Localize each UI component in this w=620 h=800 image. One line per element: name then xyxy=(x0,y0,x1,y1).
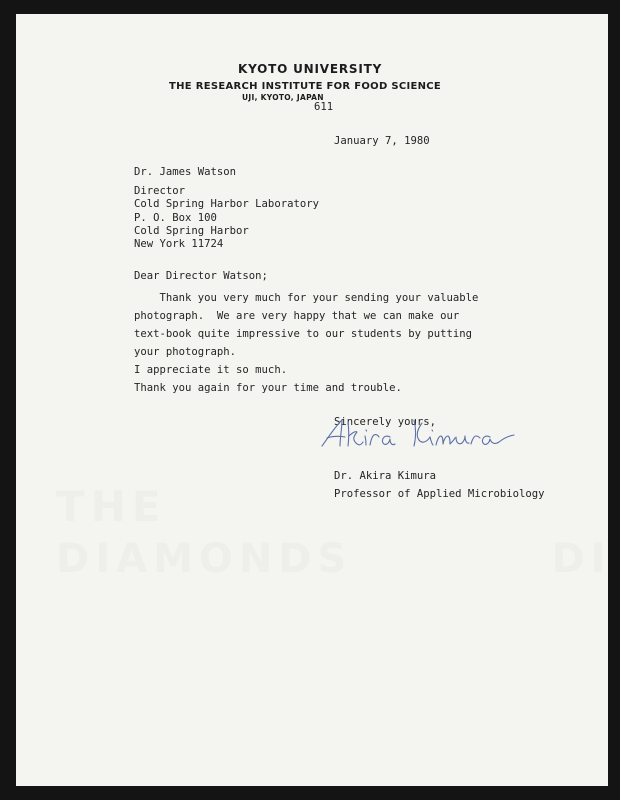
watermark-lower: DIAMONDS DI xyxy=(56,536,612,582)
signer-name: Dr. Akira Kimura xyxy=(334,470,437,482)
letterhead-university: KYOTO UNIVERSITY xyxy=(238,62,383,76)
body-line: your photograph. xyxy=(134,346,237,358)
body-line: photograph. We are very happy that we can make our xyxy=(134,310,460,322)
body-line: Thank you again for your time and trouble. xyxy=(134,382,402,394)
body-line: text-book quite impressive to our students by putting xyxy=(134,328,473,340)
letterhead-postal-code: 611 xyxy=(314,101,334,113)
recipient-line: Cold Spring Harbor xyxy=(134,225,249,237)
recipient-line: New York 11724 xyxy=(134,238,224,250)
recipient-line: P. O. Box 100 xyxy=(134,212,217,224)
recipient-name: Dr. James Watson xyxy=(134,166,237,178)
letterhead-institute: THE RESEARCH INSTITUTE FOR FOOD SCIENCE xyxy=(169,81,442,92)
recipient-line: Director xyxy=(134,185,186,197)
body-line: I appreciate it so much. xyxy=(134,364,288,376)
body-line: Thank you very much for your sending your valuable xyxy=(134,292,479,304)
watermark-upper: THE xyxy=(56,482,167,531)
recipient-line: Cold Spring Harbor Laboratory xyxy=(134,198,319,210)
handwritten-signature xyxy=(318,416,518,450)
closing: Sincerely yours, xyxy=(334,416,437,428)
letter-date: January 7, 1980 xyxy=(334,135,430,147)
signer-title: Professor of Applied Microbiology xyxy=(334,488,545,500)
letterhead-address: UJI, KYOTO, JAPAN xyxy=(242,93,324,102)
letter-page xyxy=(16,14,612,786)
salutation: Dear Director Watson; xyxy=(134,270,268,282)
